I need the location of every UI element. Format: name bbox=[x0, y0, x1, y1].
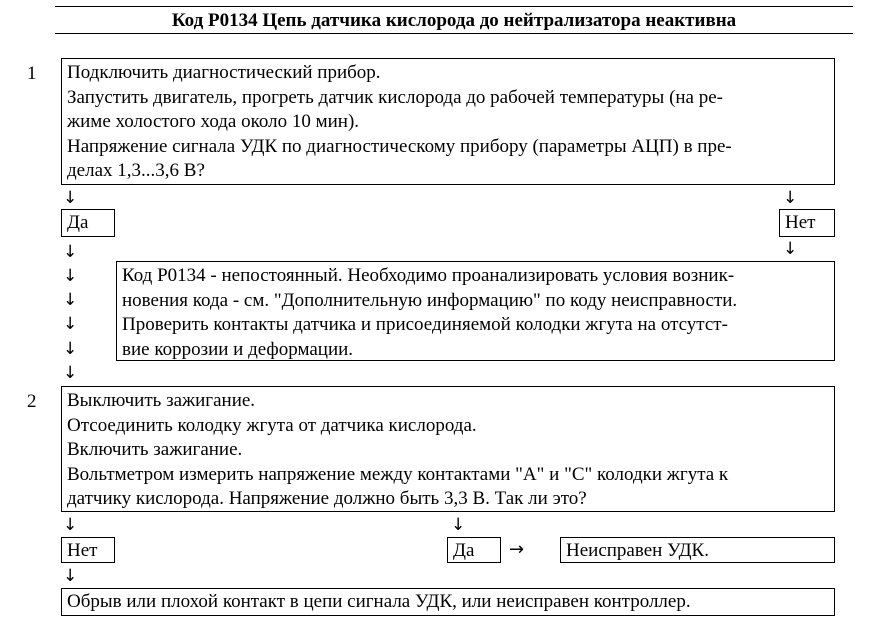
step1-no-label: Нет bbox=[779, 209, 835, 237]
step2-line: Включить зажигание. bbox=[67, 439, 243, 460]
note-line: вие коррозии и деформации. bbox=[122, 338, 354, 360]
down-arrow-icon: ↓ bbox=[63, 314, 78, 334]
right-arrow-icon: → bbox=[509, 539, 525, 560]
step2-instruction-box bbox=[61, 386, 835, 512]
note-line: Код P0134 - непостоянный. Необходимо проанализировать условия возник- bbox=[122, 265, 735, 286]
page-title: Код P0134 Цепь датчика кислорода до нейтрализатора неактивна bbox=[55, 6, 853, 34]
step1-line: Напряжение сигнала УДК по диагностическому прибору (параметры АЦП) в пре- bbox=[67, 135, 732, 157]
down-arrow-icon: ↓ bbox=[63, 188, 78, 208]
step1-yes-label: Да bbox=[61, 209, 115, 237]
down-arrow-icon: ↓ bbox=[63, 363, 78, 383]
step1-line: жиме холостого хода около 10 мин). bbox=[67, 111, 360, 132]
down-arrow-icon: ↓ bbox=[63, 566, 78, 586]
step2-line: Отсоединить колодку жгута от датчика кислорода. bbox=[67, 414, 477, 436]
step2-no-result: Обрыв или плохой контакт в цепи сигнала УДК, или неисправен контроллер. bbox=[61, 588, 835, 616]
step-number-2: 2 bbox=[27, 391, 37, 412]
step2-no-label: Нет bbox=[61, 537, 115, 563]
down-arrow-icon: ↓ bbox=[783, 239, 798, 259]
step2-yes-label: Да bbox=[447, 537, 501, 563]
down-arrow-icon: ↓ bbox=[451, 515, 466, 535]
down-arrow-icon: ↓ bbox=[783, 188, 798, 208]
step1-line: Запустить двигатель, прогреть датчик кислорода до рабочей температуры (на ре- bbox=[67, 86, 724, 108]
down-arrow-icon: ↓ bbox=[63, 290, 78, 310]
down-arrow-icon: ↓ bbox=[63, 266, 78, 286]
step1-line: делах 1,3...3,6 В? bbox=[67, 160, 205, 181]
step1-line: Подключить диагностический прибор. bbox=[67, 62, 381, 83]
note-line: новения кода - см. "Дополнительную информацию" по коду неисправности. bbox=[122, 289, 738, 311]
step2-line: датчику кислорода. Напряжение должно быть 3,3 В. Так ли это? bbox=[67, 488, 587, 509]
step2-line: Вольтметром измерить напряжение между контактами "А" и "С" колодки жгута к bbox=[67, 463, 729, 485]
down-arrow-icon: ↓ bbox=[63, 242, 78, 262]
note-line: Проверить контакты датчика и присоединяемой колодки жгута на отсутст- bbox=[122, 314, 728, 335]
step2-yes-result: Неисправен УДК. bbox=[560, 537, 835, 563]
down-arrow-icon: ↓ bbox=[63, 515, 78, 535]
down-arrow-icon: ↓ bbox=[63, 339, 78, 359]
step2-line: Выключить зажигание. bbox=[67, 390, 256, 411]
step1-instruction-box bbox=[61, 58, 835, 185]
intermittent-note-box bbox=[116, 261, 835, 361]
step-number-1: 1 bbox=[27, 63, 37, 84]
